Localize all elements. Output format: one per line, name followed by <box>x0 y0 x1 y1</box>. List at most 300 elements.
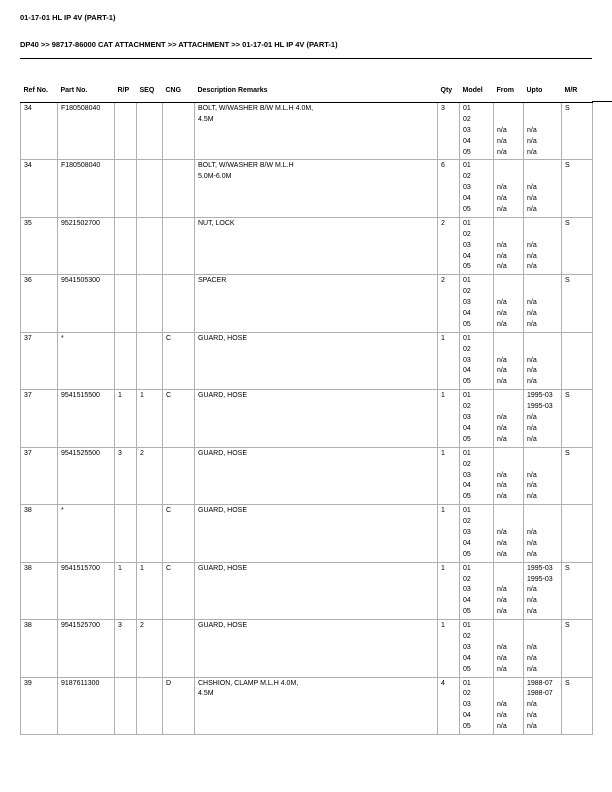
upto-cell <box>524 447 562 504</box>
upto-value: n/a <box>527 643 537 651</box>
from-cell <box>494 275 524 332</box>
model-value: 01 <box>463 564 471 572</box>
part-no-cell <box>58 505 115 562</box>
from-value: n/a <box>497 126 507 134</box>
column-header-description-remarks: Description Remarks <box>195 59 438 103</box>
qty-value: 1 <box>441 564 445 572</box>
model-value: 02 <box>463 230 471 238</box>
ref-no-value: 34 <box>24 162 32 170</box>
rp-cell <box>115 103 137 160</box>
qty-cell <box>438 217 460 274</box>
cng-value: D <box>166 679 172 687</box>
from-value: n/a <box>497 378 507 386</box>
from-value <box>497 172 522 183</box>
upto-value: n/a <box>527 597 537 605</box>
part-no-cell <box>58 275 115 332</box>
from-cell <box>494 217 524 274</box>
upto-value: n/a <box>527 148 537 156</box>
model-cell <box>460 505 494 562</box>
upto-value: n/a <box>527 378 537 386</box>
upto-value: n/a <box>527 701 537 709</box>
rp-value: 1 <box>118 564 122 572</box>
column-header-cng: CNG <box>163 59 195 103</box>
ref-no-value: 38 <box>24 507 32 515</box>
upto-value: n/a <box>527 424 537 432</box>
upto-value: 1988-07 <box>527 690 553 698</box>
part-no-cell <box>58 332 115 389</box>
qty-value: 6 <box>441 162 445 170</box>
cng-cell <box>163 275 195 332</box>
seq-value: 1 <box>140 564 144 572</box>
from-value: n/a <box>497 665 507 673</box>
table-row <box>21 562 593 619</box>
model-value: 04 <box>463 654 471 662</box>
part-no-value: F180508040 <box>61 162 101 170</box>
upto-value: n/a <box>527 471 537 479</box>
qty-value: 1 <box>441 392 445 400</box>
from-value: n/a <box>497 528 507 536</box>
from-value <box>497 517 522 528</box>
seq-value <box>140 276 161 287</box>
table-row <box>21 620 593 677</box>
qty-value: 2 <box>441 277 445 285</box>
table-row <box>21 447 593 504</box>
model-value: 04 <box>463 310 471 318</box>
from-value <box>497 334 522 345</box>
model-value: 02 <box>463 518 471 526</box>
model-value: 05 <box>463 493 471 501</box>
model-value: 05 <box>463 550 471 558</box>
seq-cell <box>137 103 163 160</box>
upto-value: 1988-07 <box>527 679 553 687</box>
qty-cell <box>438 275 460 332</box>
description-line: 4.5M <box>198 115 214 123</box>
mr-value <box>565 334 591 345</box>
upto-cell <box>524 677 562 734</box>
part-no-value: 9541525500 <box>61 449 100 457</box>
model-value: 01 <box>463 507 471 515</box>
rp-cell <box>115 217 137 274</box>
from-value: n/a <box>497 435 507 443</box>
part-no-value: 9541515700 <box>61 564 100 572</box>
upto-value: n/a <box>527 586 537 594</box>
upto-value: n/a <box>527 482 537 490</box>
from-value <box>497 689 522 700</box>
upto-value <box>527 287 560 298</box>
description-cell <box>195 505 438 562</box>
part-no-value: 9521502700 <box>61 219 100 227</box>
model-cell <box>460 677 494 734</box>
upto-value: n/a <box>527 608 537 616</box>
upto-value: n/a <box>527 184 537 192</box>
description-line: CHSHION, CLAMP M.L.H 4.0M, <box>198 679 299 687</box>
from-value: n/a <box>497 550 507 558</box>
upto-value: n/a <box>527 654 537 662</box>
part-no-cell <box>58 103 115 160</box>
ref-no-value: 35 <box>24 219 32 227</box>
from-value: n/a <box>497 643 507 651</box>
upto-value <box>527 115 560 126</box>
from-value: n/a <box>497 184 507 192</box>
column-header-rp: R/P <box>115 59 137 103</box>
model-value: 03 <box>463 299 471 307</box>
breadcrumb: DP40 >> 98717-86000 CAT ATTACHMENT >> ATTACHMENT >> 01-17-01 HL IP 4V (PART-1) <box>20 40 338 49</box>
model-value: 04 <box>463 195 471 203</box>
model-value: 05 <box>463 435 471 443</box>
model-cell <box>460 390 494 447</box>
model-value: 03 <box>463 241 471 249</box>
model-value: 02 <box>463 403 471 411</box>
upto-value: n/a <box>527 528 537 536</box>
table-row <box>21 390 593 447</box>
model-value: 02 <box>463 575 471 583</box>
mr-value: S <box>565 219 570 227</box>
from-value: n/a <box>497 654 507 662</box>
ref-no-value: 37 <box>24 392 32 400</box>
mr-value: S <box>565 162 570 170</box>
from-value: n/a <box>497 712 507 720</box>
description-cell <box>195 620 438 677</box>
model-value: 04 <box>463 482 471 490</box>
model-value: 04 <box>463 137 471 145</box>
cng-value: C <box>166 392 172 400</box>
from-value <box>497 276 522 287</box>
upto-cell <box>524 390 562 447</box>
from-value: n/a <box>497 367 507 375</box>
upto-value: n/a <box>527 723 537 731</box>
ref-no-cell <box>21 217 58 274</box>
table-row <box>21 677 593 734</box>
ref-no-cell <box>21 562 58 619</box>
upto-value <box>527 219 560 230</box>
cng-value: C <box>166 507 172 515</box>
from-cell <box>494 103 524 160</box>
model-value: 03 <box>463 643 471 651</box>
cng-value <box>166 219 193 230</box>
model-value: 02 <box>463 173 471 181</box>
table-row <box>21 275 593 332</box>
description-cell <box>195 677 438 734</box>
part-no-value: 9541505300 <box>61 277 100 285</box>
from-value: n/a <box>497 137 507 145</box>
from-value: n/a <box>497 320 507 328</box>
seq-cell <box>137 390 163 447</box>
description-cell <box>195 332 438 389</box>
column-header-model: Model <box>460 59 494 103</box>
seq-cell <box>137 447 163 504</box>
from-value: n/a <box>497 424 507 432</box>
from-value <box>497 230 522 241</box>
model-cell <box>460 160 494 217</box>
cng-value <box>166 276 193 287</box>
parts-table-body <box>21 103 593 735</box>
from-value <box>497 449 522 460</box>
table-row <box>21 103 593 160</box>
from-value <box>497 115 522 126</box>
upto-value: 1995-03 <box>527 392 553 400</box>
upto-value <box>527 517 560 528</box>
cng-value <box>166 449 193 460</box>
model-value: 04 <box>463 252 471 260</box>
mr-value: S <box>565 622 570 630</box>
qty-cell <box>438 103 460 160</box>
ref-no-cell <box>21 677 58 734</box>
part-no-cell <box>58 160 115 217</box>
upto-value <box>527 632 560 643</box>
from-value <box>497 104 522 115</box>
seq-cell <box>137 620 163 677</box>
model-value: 02 <box>463 288 471 296</box>
description-cell <box>195 217 438 274</box>
model-value: 03 <box>463 184 471 192</box>
upto-cell <box>524 562 562 619</box>
model-cell <box>460 217 494 274</box>
table-row <box>21 332 593 389</box>
column-header-seq: SEQ <box>137 59 163 103</box>
from-cell <box>494 160 524 217</box>
ref-no-cell <box>21 390 58 447</box>
upto-cell <box>524 620 562 677</box>
from-cell <box>494 562 524 619</box>
upto-value: n/a <box>527 241 537 249</box>
model-cell <box>460 562 494 619</box>
model-value: 01 <box>463 622 471 630</box>
upto-value: 1995-03 <box>527 575 553 583</box>
from-value <box>497 287 522 298</box>
upto-cell <box>524 103 562 160</box>
from-value <box>497 391 522 402</box>
description-cell <box>195 275 438 332</box>
mr-cell <box>562 620 593 677</box>
rp-value <box>118 334 135 345</box>
description-line: GUARD, HOSE <box>198 564 248 572</box>
upto-value: 1995-03 <box>527 564 553 572</box>
mr-cell <box>562 390 593 447</box>
ref-no-value: 34 <box>24 105 32 112</box>
ref-no-cell <box>21 447 58 504</box>
column-header-qty: Qty <box>438 59 460 103</box>
upto-value <box>527 345 560 356</box>
upto-cell <box>524 217 562 274</box>
rp-cell <box>115 447 137 504</box>
part-no-value: * <box>61 507 64 515</box>
cng-value <box>166 161 193 172</box>
from-value: n/a <box>497 310 507 318</box>
qty-cell <box>438 620 460 677</box>
upto-cell <box>524 275 562 332</box>
seq-value <box>140 334 161 345</box>
from-value: n/a <box>497 597 507 605</box>
upto-cell <box>524 160 562 217</box>
description-cell <box>195 103 438 160</box>
part-no-cell <box>58 390 115 447</box>
rp-value <box>118 104 135 115</box>
model-value: 04 <box>463 424 471 432</box>
from-value: n/a <box>497 263 507 271</box>
seq-value: 2 <box>140 449 144 457</box>
from-value <box>497 161 522 172</box>
cng-cell <box>163 562 195 619</box>
model-cell <box>460 447 494 504</box>
model-value: 03 <box>463 356 471 364</box>
from-value <box>497 506 522 517</box>
cng-value <box>166 104 193 115</box>
rp-cell <box>115 562 137 619</box>
from-cell <box>494 332 524 389</box>
from-cell <box>494 677 524 734</box>
from-value: n/a <box>497 723 507 731</box>
model-value: 01 <box>463 277 471 285</box>
description-line: GUARD, HOSE <box>198 622 248 630</box>
seq-cell <box>137 275 163 332</box>
from-value: n/a <box>497 252 507 260</box>
model-value: 03 <box>463 586 471 594</box>
part-no-cell <box>58 562 115 619</box>
model-value: 04 <box>463 539 471 547</box>
model-value: 04 <box>463 597 471 605</box>
qty-value: 1 <box>441 507 445 515</box>
model-value: 05 <box>463 665 471 673</box>
from-value <box>497 345 522 356</box>
upto-value: n/a <box>527 299 537 307</box>
seq-cell <box>137 332 163 389</box>
from-value <box>497 402 522 413</box>
description-cell <box>195 390 438 447</box>
from-value <box>497 632 522 643</box>
cng-value <box>166 621 193 632</box>
model-value: 01 <box>463 392 471 400</box>
table-row <box>21 217 593 274</box>
part-no-cell <box>58 447 115 504</box>
mr-cell <box>562 160 593 217</box>
part-no-cell <box>58 217 115 274</box>
model-value: 03 <box>463 528 471 536</box>
upto-value: n/a <box>527 320 537 328</box>
model-value: 03 <box>463 414 471 422</box>
mr-cell <box>562 103 593 160</box>
upto-value: n/a <box>527 252 537 260</box>
upto-value <box>527 161 560 172</box>
from-cell <box>494 447 524 504</box>
upto-value <box>527 334 560 345</box>
from-value: n/a <box>497 586 507 594</box>
qty-cell <box>438 332 460 389</box>
from-value: n/a <box>497 356 507 364</box>
from-value: n/a <box>497 414 507 422</box>
part-no-cell <box>58 620 115 677</box>
model-value: 01 <box>463 679 471 687</box>
part-no-value: 9187611300 <box>61 679 100 687</box>
mr-cell <box>562 332 593 389</box>
seq-value <box>140 104 161 115</box>
part-no-value: 9541515500 <box>61 392 100 400</box>
ref-no-value: 38 <box>24 622 32 630</box>
rp-value <box>118 161 135 172</box>
qty-cell <box>438 160 460 217</box>
upto-value: n/a <box>527 195 537 203</box>
upto-value: n/a <box>527 712 537 720</box>
description-line: BOLT, W/WASHER B/W M.L.H <box>198 162 294 170</box>
part-no-value: F180508040 <box>61 105 101 112</box>
description-line: SPACER <box>198 277 227 285</box>
qty-cell <box>438 562 460 619</box>
upto-value: n/a <box>527 414 537 422</box>
from-value: n/a <box>497 195 507 203</box>
rp-cell <box>115 505 137 562</box>
cng-cell <box>163 332 195 389</box>
ref-no-value: 39 <box>24 679 32 687</box>
seq-value: 1 <box>140 392 144 400</box>
qty-value: 1 <box>441 449 445 457</box>
model-value: 02 <box>463 115 471 123</box>
model-value: 05 <box>463 320 471 328</box>
model-cell <box>460 103 494 160</box>
mr-value: S <box>565 564 570 572</box>
mr-value: S <box>565 679 570 687</box>
upto-value: n/a <box>527 206 537 214</box>
model-value: 05 <box>463 148 471 156</box>
description-line: GUARD, HOSE <box>198 449 248 457</box>
cng-cell <box>163 677 195 734</box>
description-cell <box>195 160 438 217</box>
seq-value <box>140 219 161 230</box>
rp-value: 3 <box>118 449 122 457</box>
from-cell <box>494 620 524 677</box>
rp-value: 3 <box>118 622 122 630</box>
mr-cell <box>562 562 593 619</box>
header-rule-extension <box>592 101 612 102</box>
model-value: 05 <box>463 206 471 214</box>
description-cell <box>195 447 438 504</box>
model-value: 05 <box>463 723 471 731</box>
seq-value: 2 <box>140 622 144 630</box>
model-value: 04 <box>463 367 471 375</box>
mr-cell <box>562 677 593 734</box>
upto-value: n/a <box>527 539 537 547</box>
from-value: n/a <box>497 539 507 547</box>
model-value: 01 <box>463 449 471 457</box>
description-line: NUT, LOCK <box>198 219 235 227</box>
upto-value: n/a <box>527 126 537 134</box>
seq-cell <box>137 160 163 217</box>
seq-cell <box>137 677 163 734</box>
description-cell <box>195 562 438 619</box>
upto-value: n/a <box>527 435 537 443</box>
header-row <box>21 59 593 103</box>
ref-no-value: 36 <box>24 277 32 285</box>
model-value: 03 <box>463 701 471 709</box>
from-value <box>497 621 522 632</box>
upto-value <box>527 276 560 287</box>
model-value: 03 <box>463 471 471 479</box>
from-value <box>497 460 522 471</box>
part-no-value: * <box>61 334 64 342</box>
mr-cell <box>562 447 593 504</box>
upto-value: n/a <box>527 493 537 501</box>
cng-cell <box>163 447 195 504</box>
upto-value: n/a <box>527 550 537 558</box>
mr-value: S <box>565 105 570 112</box>
upto-value: 1995-03 <box>527 403 553 411</box>
from-value <box>497 219 522 230</box>
model-value: 02 <box>463 690 471 698</box>
model-value: 01 <box>463 219 471 227</box>
ref-no-value: 38 <box>24 564 32 572</box>
rp-cell <box>115 275 137 332</box>
model-cell <box>460 620 494 677</box>
column-header-from: From <box>494 59 524 103</box>
qty-value: 1 <box>441 622 445 630</box>
